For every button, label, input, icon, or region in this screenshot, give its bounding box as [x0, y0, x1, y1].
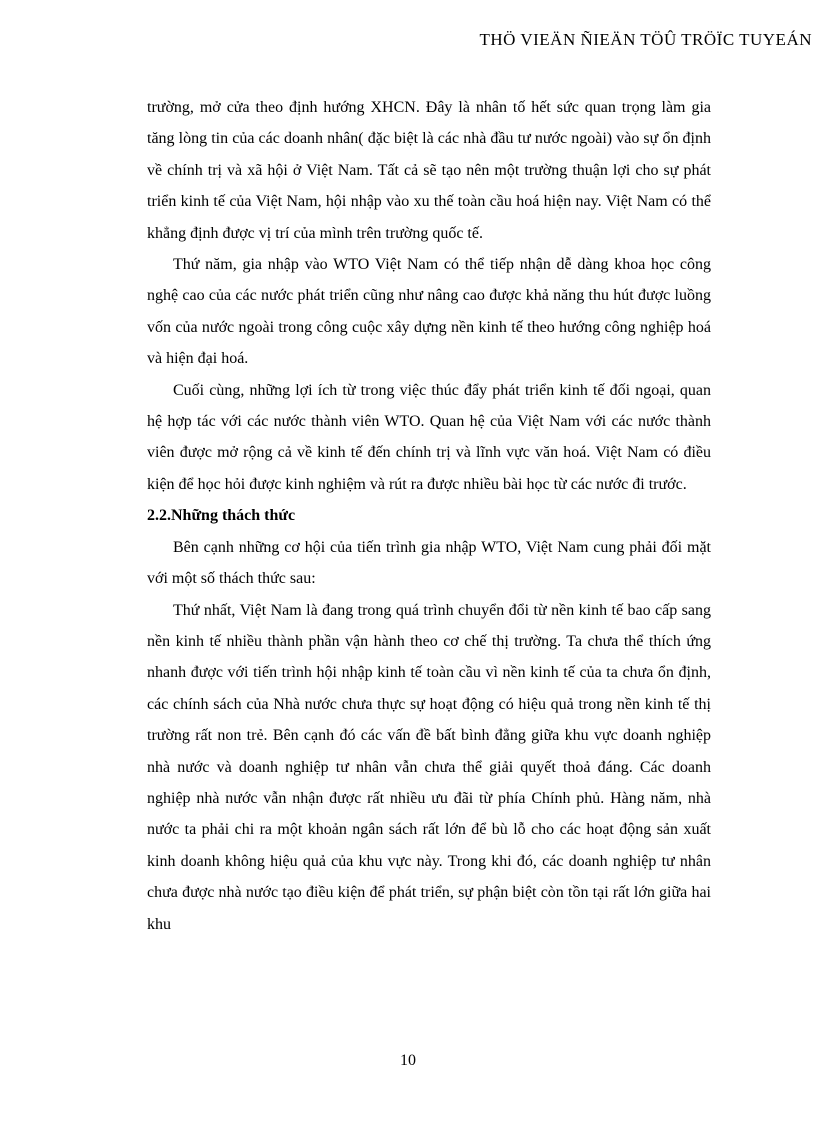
page-header: THÖ VIEÄN ÑIEÄN TÖÛ TRÖÏC TUYEÁN — [479, 30, 812, 49]
paragraph-cuoi-cung: Cuối cùng, những lợi ích từ trong việc thúc đẩy phát triển kinh tế đối ngoại, quan hệ hợp tác với các nước thành viên WTO. Quan hệ của Việt Nam với các nước thành viên được mở rộng cả về kinh tế đến chính trị và lĩnh vực văn hoá. Việt Nam có điều kiện để học hỏi được kinh nghiệm và rút ra được nhiều bài học từ các nước đi trước. — [147, 381, 711, 493]
paragraph-continuation: trường, mở cửa theo định hướng XHCN. Đây là nhân tố hết sức quan trọng làm gia tăng lòng tin của các doanh nhân( đặc biệt là các nhà đầu tư nước ngoài) vào sự ổn định về chính trị và xã hội ở Việt Nam. Tất cả sẽ tạo nên một trường thuận lợi cho sự phát triển kinh tế của Việt Nam, hội nhập vào xu thế toàn cầu hoá hiện nay. Việt Nam có thể khẳng định được vị trí của mình trên trường quốc tế. — [147, 99, 711, 242]
document-body — [147, 92, 711, 940]
paragraph-ben-canh: Bên cạnh những cơ hội của tiến trình gia nhập WTO, Việt Nam cung phải đối mặt với một số thách thức sau: — [147, 538, 711, 588]
paragraph-thu-nam: Thứ năm, gia nhập vào WTO Việt Nam có thể tiếp nhận dễ dàng khoa học công nghệ cao của các nước phát triển cũng như nâng cao được khả năng thu hút được luồng vốn của nước ngoài trong công cuộc xây dựng nền kinh tế theo hướng công nghiệp hoá và hiện đại hoá. — [147, 256, 711, 368]
section-heading: 2.2.Những thách thức — [147, 507, 296, 525]
page-number: 10 — [400, 1052, 416, 1069]
paragraph-thu-nhat: Thứ nhất, Việt Nam là đang trong quá trình chuyển đổi từ nền kinh tế bao cấp sang nền kinh tế nhiều thành phần vận hành theo cơ chế thị trường. Ta chưa thể thích ứng nhanh được với tiến trình hội nhập kinh tế toàn cầu vì nền kinh tế của ta chưa ổn định, các chính sách của Nhà nước chưa thực sự hoạt động có hiệu quả trong nền kinh tế thị trường rất non trẻ. Bên cạnh đó các vấn đề bất bình đẳng giữa khu vực doanh nghiệp nhà nước và doanh nghiệp tư nhân vẫn chưa thể giải quyết thoả đáng. Các doanh nghiệp nhà nước vẫn nhận được rất nhiều ưu đãi từ phía Chính phủ. Hàng năm, nhà nước ta phải chi ra một khoản ngân sách rất lớn để bù lỗ cho các hoạt động sản xuất kinh doanh không hiệu quả của khu vực này. Trong khi đó, các doanh nghiệp tư nhân chưa được nhà nước tạo điều kiện để phát triển, sự phận biệt còn tồn tại rất lớn giữa hai khu — [147, 601, 711, 933]
